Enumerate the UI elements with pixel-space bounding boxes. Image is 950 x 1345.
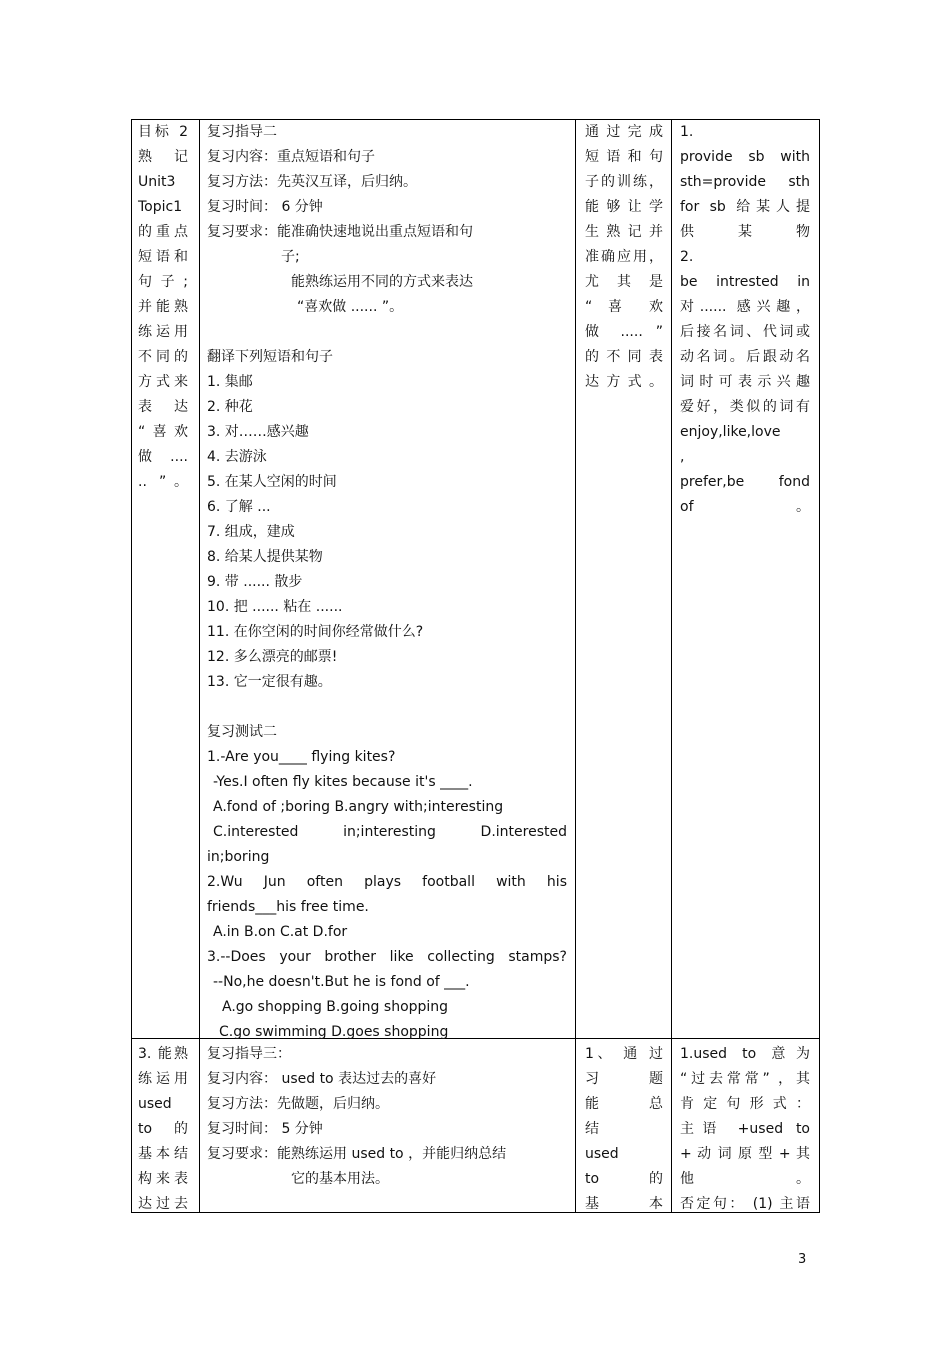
test-heading: 复习测试二 bbox=[207, 724, 277, 740]
cell-line: 后接名词、代词或 bbox=[680, 324, 810, 340]
cell-line: 对...... 感兴趣， bbox=[680, 299, 810, 315]
question-3: 3.--Does your brother like collecting stamps? bbox=[207, 949, 567, 965]
question-1-option: A.fond of ;boring B.angry with;interesting bbox=[213, 799, 504, 815]
question-2: 2.Wu Jun often plays football with his bbox=[207, 874, 567, 890]
translate-heading: 翻译下列短语和句子 bbox=[207, 349, 333, 365]
cell-line: 的重点 bbox=[138, 224, 188, 240]
question-1-option-cont: in;boring bbox=[207, 849, 270, 865]
question-3-option: C.go swimming D.goes shopping bbox=[219, 1024, 449, 1040]
guide-method: 复习方法：先英汉互译，后归纳。 bbox=[207, 174, 417, 190]
cell-line: 能 总 bbox=[585, 1096, 663, 1112]
cell-line: 生 熟 记 并 bbox=[585, 224, 663, 240]
cell-line: 1.used to 意为 bbox=[680, 1046, 810, 1062]
cell-line: 肯定句形式： bbox=[680, 1096, 810, 1112]
cell-line: be intrested in bbox=[680, 274, 810, 290]
cell-line: 结 bbox=[585, 1121, 599, 1137]
guide-requirement-cont: 子; bbox=[281, 249, 300, 265]
cell-line: 供某物 bbox=[680, 224, 810, 240]
row2-purpose bbox=[585, 1042, 663, 1217]
guide-heading: 复习指导三： bbox=[207, 1046, 291, 1062]
translate-item: 10. 把 ...... 粘在 ...... bbox=[207, 599, 343, 615]
guide-method: 复习方法：先做题，后归纳。 bbox=[207, 1096, 389, 1112]
guide-time: 复习时间： 5 分钟 bbox=[207, 1121, 323, 1137]
translate-item: 5. 在某人空闲的时间 bbox=[207, 474, 337, 490]
cell-line: 短语和 bbox=[138, 249, 188, 265]
cell-line: 不同的 bbox=[138, 349, 188, 365]
cell-line: 他。 bbox=[680, 1171, 810, 1187]
guide-content: 复习内容： used to 表达过去的喜好 bbox=[207, 1071, 437, 1087]
cell-line: 主语 +used to bbox=[680, 1121, 810, 1137]
cell-line: .. ”。 bbox=[138, 474, 188, 490]
cell-line: 练运用 bbox=[138, 1071, 188, 1087]
cell-line: + 动 词 原 型 + 其 bbox=[680, 1146, 810, 1162]
row1-objective bbox=[138, 120, 188, 495]
question-3-answer: --No,he doesn't.But he is fond of ___. bbox=[213, 974, 470, 990]
page-number: 3 bbox=[798, 1252, 807, 1267]
cell-line: prefer,be fond bbox=[680, 474, 810, 490]
cell-line: 方式来 bbox=[138, 374, 188, 390]
cell-line: 并能熟 bbox=[138, 299, 188, 315]
cell-line: 表 达 bbox=[138, 399, 188, 415]
guide-heading: 复习指导二 bbox=[207, 124, 277, 140]
cell-line: 练运用 bbox=[138, 324, 188, 340]
cell-line: 做 ..... ” bbox=[585, 324, 663, 340]
guide-content: 复习内容：重点短语和句子 bbox=[207, 149, 375, 165]
translate-item: 7. 组成，建成 bbox=[207, 524, 295, 540]
guide-requirement-cont: 它的基本用法。 bbox=[291, 1171, 389, 1187]
cell-line: “喜欢 bbox=[138, 424, 188, 440]
cell-line: 基 本 bbox=[585, 1196, 663, 1212]
cell-line: 1、 通 过 bbox=[585, 1046, 663, 1062]
translate-item: 2. 种花 bbox=[207, 399, 253, 415]
cell-line: 动名词。后跟动名 bbox=[680, 349, 810, 365]
cell-line: 2. bbox=[680, 249, 694, 265]
translate-item: 13. 它一定很有趣。 bbox=[207, 674, 332, 690]
cell-line: Topic1 bbox=[138, 199, 183, 215]
cell-line: 做.... bbox=[138, 449, 188, 465]
cell-line: used bbox=[138, 1096, 172, 1112]
question-3-option: A.go shopping B.going shopping bbox=[222, 999, 449, 1015]
cell-line: 句子; bbox=[138, 274, 188, 290]
translate-item: 11. 在你空闲的时间你经常做什么? bbox=[207, 624, 424, 640]
row1-notes bbox=[680, 120, 810, 520]
cell-line: 1. bbox=[680, 124, 694, 140]
row1-purpose bbox=[585, 120, 663, 395]
cell-line: 否定句： (1) 主语 bbox=[680, 1196, 810, 1212]
cell-line: “过去常常” ，其 bbox=[680, 1071, 810, 1087]
cell-line: 的 不 同 表 bbox=[585, 349, 663, 365]
cell-line: 子的训练， bbox=[585, 174, 663, 190]
cell-line: used bbox=[585, 1146, 619, 1162]
cell-line: 达方式。 bbox=[585, 374, 663, 390]
cell-line: 3. 能熟 bbox=[138, 1046, 188, 1062]
cell-line: 短 语 和 句 bbox=[585, 149, 663, 165]
translate-item: 6. 了解 ... bbox=[207, 499, 271, 515]
row2-objective bbox=[138, 1042, 188, 1217]
translate-item: 1. 集邮 bbox=[207, 374, 253, 390]
cell-line: of 。 bbox=[680, 499, 810, 515]
cell-line: Unit3 bbox=[138, 174, 176, 190]
guide-requirement-cont: 能熟练运用不同的方式来表达 bbox=[291, 274, 473, 290]
translate-item: 8. 给某人提供某物 bbox=[207, 549, 323, 565]
cell-line: 目标 2 bbox=[138, 124, 188, 140]
cell-line: 词 时 可 表 示 兴 趣 bbox=[680, 374, 810, 390]
question-1: 1.-Are you____ flying kites? bbox=[207, 749, 396, 765]
cell-line: provide sb with bbox=[680, 149, 810, 165]
translate-item: 4. 去游泳 bbox=[207, 449, 267, 465]
column-divider bbox=[199, 120, 200, 1212]
cell-line: 能 够 让 学 bbox=[585, 199, 663, 215]
cell-line: enjoy,like,love bbox=[680, 424, 781, 440]
cell-line: 构来表 bbox=[138, 1171, 188, 1187]
lesson-plan-table bbox=[131, 119, 820, 1213]
translate-item: 9. 带 ...... 散步 bbox=[207, 574, 303, 590]
cell-line: 习 题 bbox=[585, 1071, 663, 1087]
column-divider bbox=[575, 120, 576, 1212]
translate-items bbox=[207, 370, 567, 695]
column-divider bbox=[671, 120, 672, 1212]
question-2-cont: friends___his free time. bbox=[207, 899, 369, 915]
cell-line: “ 喜 欢 bbox=[585, 299, 663, 315]
guide-requirement: 复习要求：能准确快速地说出重点短语和句 bbox=[207, 224, 473, 240]
cell-line: 通 过 完 成 bbox=[585, 124, 663, 140]
guide-time: 复习时间： 6 分钟 bbox=[207, 199, 323, 215]
question-1-answer: -Yes.I often fly kites because it's ____. bbox=[213, 774, 473, 790]
cell-line: to 的 bbox=[585, 1171, 663, 1187]
translate-item: 3. 对……感兴趣 bbox=[207, 424, 309, 440]
translate-item: 12. 多么漂亮的邮票! bbox=[207, 649, 338, 665]
cell-line: 爱好，类似的词有 bbox=[680, 399, 810, 415]
cell-line: sth=provide sth bbox=[680, 174, 810, 190]
cell-line: 准确应用， bbox=[585, 249, 663, 265]
cell-line: to 的 bbox=[138, 1121, 188, 1137]
cell-line: , bbox=[680, 449, 685, 465]
guide-requirement-cont: “喜欢做 ...... ”。 bbox=[297, 299, 404, 315]
row2-notes bbox=[680, 1042, 810, 1217]
row2-guide bbox=[207, 1042, 567, 1192]
question-2-options: A.in B.on C.at D.for bbox=[213, 924, 348, 940]
row1-guide bbox=[207, 120, 567, 1045]
question-1-option: C.interested in;interesting D.interested bbox=[213, 824, 567, 840]
guide-requirement: 复习要求：能熟练运用 used to ，并能归纳总结 bbox=[207, 1146, 507, 1162]
cell-line: 达过去 bbox=[138, 1196, 188, 1212]
cell-line: 尤 其 是 bbox=[585, 274, 663, 290]
cell-line: for sb 给某人提 bbox=[680, 199, 810, 215]
cell-line: 基本结 bbox=[138, 1146, 188, 1162]
cell-line: 熟 记 bbox=[138, 149, 188, 165]
